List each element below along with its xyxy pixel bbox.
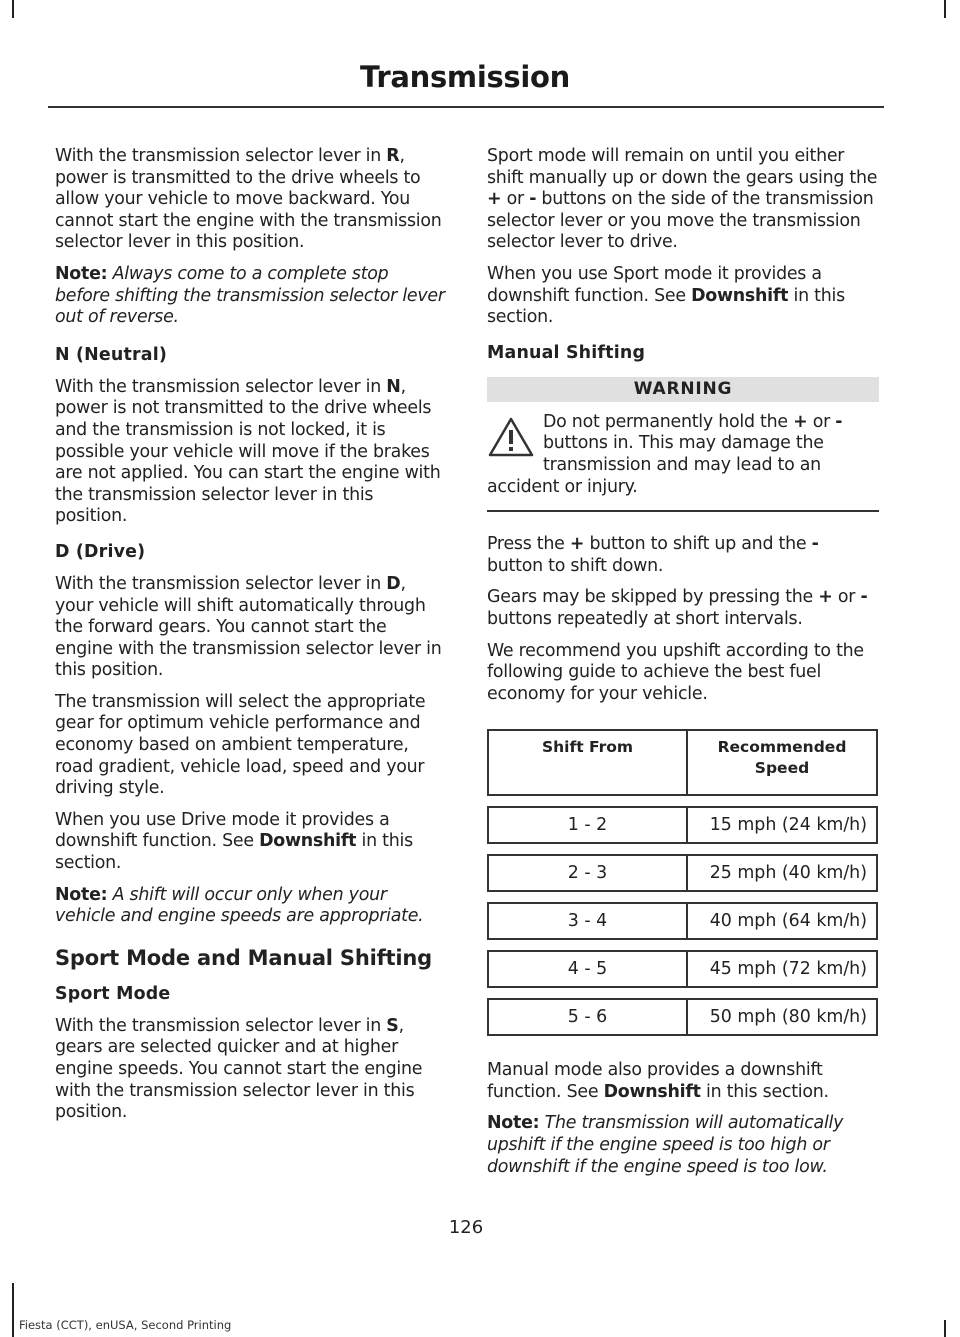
heading-neutral: N (Neutral) (55, 344, 168, 365)
warning-box (487, 377, 879, 512)
table-header-recommended-speed: Recommended Speed (687, 730, 877, 795)
warning-header: WARNING (487, 377, 879, 402)
paragraph-manual-downshift: Manual mode also provides a downshift function. See Downshift in this section. (487, 1060, 829, 1102)
speed-cell: 40 mph (64 km/h) (687, 903, 877, 939)
speed-cell: 15 mph (24 km/h) (687, 807, 877, 843)
title-rule (48, 106, 884, 108)
note-reverse: Note: Always come to a complete stop before shifting the transmission selector lever out of reverse. (55, 263, 445, 328)
speed-cell: 25 mph (40 km/h) (687, 855, 877, 891)
paragraph-gear-selection: The transmission will select the appropriate gear for optimum vehicle performance and economy based on ambient temperature, road gradient, vehicle load, speed and your driving style. (55, 691, 426, 799)
paragraph-reverse: With the transmission selector lever in R, power is transmitted to the drive wheels to allow your vehicle to move backward. You cannot start the engine with the transmission selector lever in this position. (55, 146, 442, 253)
page-title: Transmission (360, 60, 570, 94)
table-gap (488, 795, 877, 807)
table-gap (488, 891, 877, 903)
heading-drive: D (Drive) (55, 541, 146, 562)
table-gap (488, 939, 877, 951)
table-header-row (488, 730, 877, 795)
table-row (488, 999, 877, 1035)
speed-cell: 50 mph (80 km/h) (687, 999, 877, 1035)
paragraph-gears-skipped: Gears may be skipped by pressing the + or - buttons repeatedly at short intervals. (487, 587, 868, 629)
table-row (488, 855, 877, 891)
paragraph-sport: With the transmission selector lever in S, gears are selected quicker and at higher engine speeds. You cannot start the engine with the transmission selector lever in this position. (55, 1015, 423, 1123)
crop-mark-bottom-left (12, 1283, 14, 1337)
table-gap (488, 987, 877, 999)
shift-from-cell: 3 - 4 (488, 903, 687, 939)
warning-text: Do not permanently hold the + or - buttons in. This may damage the transmission and may lead to an accident or injury. (487, 411, 843, 497)
page-number: 126 (448, 1217, 484, 1238)
table-row (488, 951, 877, 987)
table-header-shift-from: Shift From (488, 730, 687, 795)
paragraph-sport-remain: Sport mode will remain on until you either shift manually up or down the gears using the + or - buttons on the side of the transmission selector lever or you move the transmission selector lever to drive. (487, 146, 878, 253)
warning-triangle-icon (487, 416, 535, 458)
table-gap (488, 843, 877, 855)
note-shift: Note: A shift will occur only when your vehicle and engine speeds are appropriate. (55, 884, 424, 927)
shift-from-cell: 1 - 2 (488, 807, 687, 843)
shift-from-cell: 5 - 6 (488, 999, 687, 1035)
heading-manual-shifting: Manual Shifting (487, 342, 646, 363)
shift-from-cell: 4 - 5 (488, 951, 687, 987)
warning-rule (487, 510, 879, 512)
paragraph-press-buttons: Press the + button to shift up and the - button to shift down. (487, 534, 819, 576)
edition-footer: Fiesta (CCT), enUSA, Second Printing (19, 1318, 232, 1332)
speed-cell: 45 mph (72 km/h) (687, 951, 877, 987)
table-row (488, 807, 877, 843)
paragraph-drive-downshift: When you use Drive mode it provides a downshift function. See Downshift in this section. (55, 809, 413, 874)
right-column (487, 146, 879, 1188)
shift-speed-table (487, 729, 878, 1036)
paragraph-neutral: With the transmission selector lever in N, power is not transmitted to the drive wheels and the transmission is not locked, it is possible your vehicle will move if the brakes are not applied. You can start the engine with the transmission selector lever in this position. (55, 376, 441, 527)
table-row (488, 903, 877, 939)
heading-sport-manual: Sport Mode and Manual Shifting (55, 945, 432, 970)
note-auto-shift: Note: The transmission will automatically upshift if the engine speed is too high or downshift if the engine speed is too low. (487, 1113, 844, 1177)
paragraph-sport-downshift: When you use Sport mode it provides a downshift function. See Downshift in this section. (487, 263, 845, 328)
shift-from-cell: 2 - 3 (488, 855, 687, 891)
heading-sport-mode: Sport Mode (55, 983, 171, 1004)
crop-mark-bottom-right (944, 1320, 946, 1337)
crop-mark-top-left (12, 0, 14, 18)
paragraph-recommend: We recommend you upshift according to the following guide to achieve the best fuel economy for your vehicle. (487, 640, 864, 704)
paragraph-drive: With the transmission selector lever in D, your vehicle will shift automatically through the forward gears. You cannot start the engine with the transmission selector lever in this position. (55, 573, 442, 681)
left-column (55, 146, 447, 1134)
crop-mark-top-right (944, 0, 946, 18)
